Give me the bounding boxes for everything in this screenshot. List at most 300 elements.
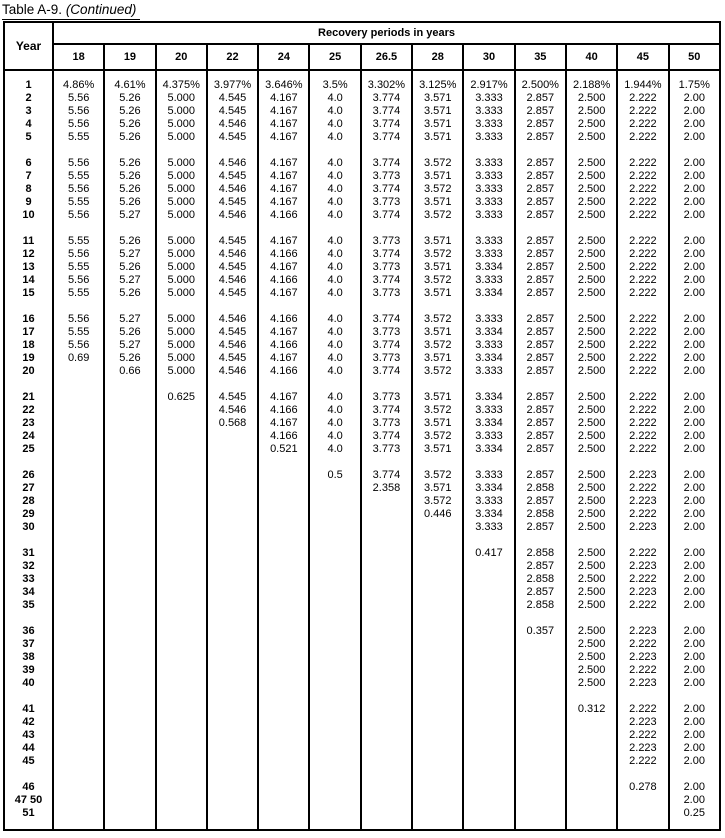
spacer-cell xyxy=(669,768,720,781)
rate-cell-28yr: 3.572 xyxy=(412,183,463,196)
rate-cell-35yr: 2.857 xyxy=(515,313,566,326)
table-row-year-43 xyxy=(4,729,720,742)
rate-cell-24yr xyxy=(258,742,309,755)
rate-cell-40yr: 2.500 xyxy=(566,92,617,105)
rate-cell-18yr xyxy=(53,404,104,417)
rate-cell-45yr: 2.222 xyxy=(617,157,668,170)
rate-cell-50yr: 2.00 xyxy=(669,560,720,573)
rate-cell-45yr: 2.222 xyxy=(617,417,668,430)
rate-cell-22yr xyxy=(207,742,258,755)
table-row-year-10 xyxy=(4,209,720,222)
rate-cell-26.5yr xyxy=(361,508,412,521)
rate-cell-28yr xyxy=(412,703,463,716)
rate-cell-22yr xyxy=(207,573,258,586)
spacer-cell xyxy=(515,300,566,313)
rate-cell-24yr: 4.167 xyxy=(258,235,309,248)
rate-cell-25yr: 4.0 xyxy=(309,92,360,105)
rate-cell-30yr: 3.334 xyxy=(463,482,514,495)
rate-cell-40yr: 2.500 xyxy=(566,508,617,521)
spacer-cell xyxy=(207,690,258,703)
spacer-cell xyxy=(53,144,104,157)
spacer-cell xyxy=(463,144,514,157)
spacer-cell xyxy=(463,456,514,469)
year-cell: 6 xyxy=(4,157,53,170)
rate-cell-30yr: 3.334 xyxy=(463,508,514,521)
rate-cell-28yr: 3.571 xyxy=(412,235,463,248)
rate-cell-24yr: 4.167 xyxy=(258,183,309,196)
rate-cell-19yr: 5.27 xyxy=(104,274,155,287)
rate-cell-19yr: 5.26 xyxy=(104,352,155,365)
spacer-cell xyxy=(156,768,207,781)
rate-cell-25yr xyxy=(309,521,360,534)
rate-cell-22yr xyxy=(207,430,258,443)
rate-cell-18yr xyxy=(53,716,104,729)
rate-cell-25yr: 4.0 xyxy=(309,118,360,131)
rate-cell-45yr: 2.222 xyxy=(617,664,668,677)
rate-cell-30yr: 3.333 xyxy=(463,118,514,131)
rate-cell-35yr: 2.857 xyxy=(515,443,566,456)
rate-cell-18yr: 5.55 xyxy=(53,261,104,274)
rate-cell-25yr xyxy=(309,742,360,755)
rate-cell-45yr: 2.222 xyxy=(617,404,668,417)
rate-cell-19yr: 5.26 xyxy=(104,287,155,300)
rate-cell-35yr: 2.857 xyxy=(515,352,566,365)
year-cell: 41 xyxy=(4,703,53,716)
rate-cell-40yr: 2.500 xyxy=(566,248,617,261)
table-row-year-25 xyxy=(4,443,720,456)
spacer-cell xyxy=(617,612,668,625)
spacer-cell xyxy=(669,222,720,235)
spacer-cell xyxy=(309,612,360,625)
spacer-cell xyxy=(53,70,104,79)
rate-cell-30yr xyxy=(463,742,514,755)
spacer-cell xyxy=(4,612,53,625)
rate-cell-45yr: 2.222 xyxy=(617,274,668,287)
spacer-cell xyxy=(515,222,566,235)
rate-cell-50yr: 2.00 xyxy=(669,326,720,339)
table-row-year-2 xyxy=(4,92,720,105)
rate-cell-20yr: 5.000 xyxy=(156,92,207,105)
rate-cell-50yr: 2.00 xyxy=(669,521,720,534)
spacer-cell xyxy=(566,534,617,547)
table-row-year-36 xyxy=(4,625,720,638)
rate-cell-35yr: 2.857 xyxy=(515,430,566,443)
rate-cell-22yr xyxy=(207,469,258,482)
rate-cell-40yr: 2.500 xyxy=(566,235,617,248)
rate-cell-18yr: 5.55 xyxy=(53,131,104,144)
rate-cell-20yr xyxy=(156,547,207,560)
spacer-cell xyxy=(515,820,566,830)
rate-cell-45yr: 2.222 xyxy=(617,248,668,261)
column-header-20: 20 xyxy=(156,44,207,70)
spacer-cell xyxy=(412,222,463,235)
rate-cell-20yr: 5.000 xyxy=(156,235,207,248)
rate-cell-35yr: 2.857 xyxy=(515,391,566,404)
rate-cell-35yr: 2.857 xyxy=(515,521,566,534)
rate-cell-25yr xyxy=(309,508,360,521)
rate-cell-19yr xyxy=(104,742,155,755)
rate-cell-20yr xyxy=(156,638,207,651)
rate-cell-22yr: 4.546 xyxy=(207,274,258,287)
rate-cell-19yr xyxy=(104,651,155,664)
rate-cell-45yr: 2.222 xyxy=(617,261,668,274)
rate-cell-35yr xyxy=(515,781,566,794)
rate-cell-18yr: 5.56 xyxy=(53,105,104,118)
spacer-cell xyxy=(515,456,566,469)
rate-cell-19yr xyxy=(104,482,155,495)
rate-cell-30yr: 3.333 xyxy=(463,404,514,417)
table-row-year-7 xyxy=(4,170,720,183)
year-cell: 14 xyxy=(4,274,53,287)
rate-cell-24yr xyxy=(258,664,309,677)
table-row-year-41 xyxy=(4,703,720,716)
year-cell: 33 xyxy=(4,573,53,586)
rate-cell-45yr: 2.222 xyxy=(617,365,668,378)
year-cell: 25 xyxy=(4,443,53,456)
year-cell: 4 xyxy=(4,118,53,131)
rate-cell-40yr: 2.500 xyxy=(566,131,617,144)
spacer-cell xyxy=(617,690,668,703)
rate-cell-18yr: 5.56 xyxy=(53,209,104,222)
spacer-cell xyxy=(207,768,258,781)
year-cell: 51 xyxy=(4,807,53,820)
rate-cell-50yr: 2.00 xyxy=(669,482,720,495)
rate-cell-25yr: 4.0 xyxy=(309,287,360,300)
spacer-cell xyxy=(104,820,155,830)
spacer-cell xyxy=(309,820,360,830)
rate-cell-50yr: 2.00 xyxy=(669,573,720,586)
group-gap-row xyxy=(4,378,720,391)
spacer-cell xyxy=(156,378,207,391)
rate-cell-25yr: 4.0 xyxy=(309,443,360,456)
rate-cell-45yr: 2.223 xyxy=(617,469,668,482)
spacer-cell xyxy=(309,456,360,469)
column-header-28: 28 xyxy=(412,44,463,70)
rate-cell-26.5yr xyxy=(361,651,412,664)
rate-cell-28yr xyxy=(412,677,463,690)
table-caption xyxy=(2,2,140,20)
top-padding-row xyxy=(4,70,720,79)
rate-cell-50yr: 2.00 xyxy=(669,131,720,144)
rate-cell-20yr xyxy=(156,716,207,729)
rate-cell-20yr xyxy=(156,599,207,612)
rate-cell-24yr: 4.167 xyxy=(258,417,309,430)
spacer-cell xyxy=(4,690,53,703)
rate-cell-24yr: 4.167 xyxy=(258,391,309,404)
rate-cell-45yr: 2.222 xyxy=(617,443,668,456)
spacer-cell xyxy=(309,144,360,157)
column-header-50: 50 xyxy=(669,44,720,70)
rate-cell-20yr: 5.000 xyxy=(156,170,207,183)
spacer-cell xyxy=(207,70,258,79)
rate-cell-22yr: 4.546 xyxy=(207,339,258,352)
rate-cell-22yr: 4.546 xyxy=(207,248,258,261)
spacer-cell xyxy=(463,534,514,547)
spacer-cell xyxy=(309,534,360,547)
spacer-cell xyxy=(156,144,207,157)
spacer-cell xyxy=(566,612,617,625)
group-gap-row xyxy=(4,612,720,625)
rate-cell-40yr: 2.500 xyxy=(566,274,617,287)
rate-cell-20yr: 5.000 xyxy=(156,261,207,274)
rate-cell-25yr: 4.0 xyxy=(309,391,360,404)
rate-cell-19yr: 5.27 xyxy=(104,339,155,352)
rate-cell-35yr xyxy=(515,729,566,742)
rate-cell-22yr: 4.545 xyxy=(207,92,258,105)
rate-cell-20yr xyxy=(156,625,207,638)
rate-cell-25yr xyxy=(309,638,360,651)
spacer-cell xyxy=(104,768,155,781)
rate-cell-30yr: 3.333 xyxy=(463,274,514,287)
table-row-year-45 xyxy=(4,755,720,768)
rate-cell-28yr: 3.571 xyxy=(412,170,463,183)
rate-cell-30yr xyxy=(463,755,514,768)
table-row-year-22 xyxy=(4,404,720,417)
rate-cell-45yr: 2.222 xyxy=(617,638,668,651)
rate-cell-19yr xyxy=(104,716,155,729)
spacer-cell xyxy=(463,820,514,830)
rate-cell-28yr: 0.446 xyxy=(412,508,463,521)
rate-cell-24yr: 4.167 xyxy=(258,92,309,105)
year-cell: 15 xyxy=(4,287,53,300)
rate-cell-24yr: 4.167 xyxy=(258,261,309,274)
rate-cell-22yr xyxy=(207,794,258,807)
rate-cell-40yr: 2.500 xyxy=(566,196,617,209)
rate-cell-25yr: 4.0 xyxy=(309,209,360,222)
rate-cell-20yr xyxy=(156,508,207,521)
rate-cell-18yr xyxy=(53,807,104,820)
rate-cell-30yr: 3.334 xyxy=(463,417,514,430)
rate-cell-35yr: 2.500% xyxy=(515,79,566,92)
rate-cell-18yr: 5.56 xyxy=(53,339,104,352)
year-cell: 5 xyxy=(4,131,53,144)
rate-cell-24yr: 4.167 xyxy=(258,105,309,118)
recovery-periods-table xyxy=(3,21,721,831)
spacer-cell xyxy=(104,300,155,313)
rate-cell-19yr xyxy=(104,807,155,820)
rate-cell-24yr: 4.167 xyxy=(258,170,309,183)
rate-cell-45yr: 2.222 xyxy=(617,183,668,196)
spacer-cell xyxy=(258,144,309,157)
rate-cell-30yr: 3.333 xyxy=(463,209,514,222)
rate-cell-40yr: 2.500 xyxy=(566,352,617,365)
rate-cell-18yr xyxy=(53,482,104,495)
rate-cell-35yr xyxy=(515,703,566,716)
rate-cell-22yr: 4.545 xyxy=(207,352,258,365)
rate-cell-50yr: 2.00 xyxy=(669,92,720,105)
table-row-year-47-50 xyxy=(4,794,720,807)
rate-cell-25yr xyxy=(309,677,360,690)
rate-cell-50yr: 2.00 xyxy=(669,742,720,755)
rate-cell-35yr: 2.858 xyxy=(515,482,566,495)
rate-cell-24yr xyxy=(258,547,309,560)
rate-cell-26.5yr xyxy=(361,521,412,534)
rate-cell-28yr xyxy=(412,794,463,807)
rate-cell-50yr: 2.00 xyxy=(669,183,720,196)
rate-cell-45yr: 2.223 xyxy=(617,586,668,599)
table-row-year-12 xyxy=(4,248,720,261)
rate-cell-19yr xyxy=(104,794,155,807)
rate-cell-18yr: 5.55 xyxy=(53,326,104,339)
rate-cell-26.5yr xyxy=(361,573,412,586)
rate-cell-24yr: 4.166 xyxy=(258,274,309,287)
rate-cell-35yr xyxy=(515,716,566,729)
rate-cell-45yr: 0.278 xyxy=(617,781,668,794)
spacer-cell xyxy=(412,534,463,547)
rate-cell-28yr xyxy=(412,664,463,677)
rate-cell-28yr: 3.125% xyxy=(412,79,463,92)
rate-cell-28yr: 3.571 xyxy=(412,417,463,430)
rate-cell-24yr xyxy=(258,599,309,612)
table-row-year-15 xyxy=(4,287,720,300)
rate-cell-50yr: 2.00 xyxy=(669,196,720,209)
year-cell: 38 xyxy=(4,651,53,664)
rate-cell-28yr xyxy=(412,560,463,573)
rate-cell-30yr xyxy=(463,794,514,807)
column-header-18: 18 xyxy=(53,44,104,70)
spacer-cell xyxy=(617,144,668,157)
spacer-cell xyxy=(566,768,617,781)
rate-cell-18yr xyxy=(53,365,104,378)
table-row-year-30 xyxy=(4,521,720,534)
rate-cell-30yr xyxy=(463,573,514,586)
spacer-cell xyxy=(309,690,360,703)
table-row-year-42 xyxy=(4,716,720,729)
rate-cell-45yr: 2.222 xyxy=(617,599,668,612)
rate-cell-30yr: 3.333 xyxy=(463,430,514,443)
rate-cell-24yr xyxy=(258,625,309,638)
spacer-cell xyxy=(53,820,104,830)
spacer-cell xyxy=(207,612,258,625)
rate-cell-19yr: 5.26 xyxy=(104,235,155,248)
rate-cell-24yr xyxy=(258,482,309,495)
rate-cell-50yr: 2.00 xyxy=(669,729,720,742)
rate-cell-26.5yr: 3.773 xyxy=(361,196,412,209)
column-header-22: 22 xyxy=(207,44,258,70)
rate-cell-40yr xyxy=(566,781,617,794)
rate-cell-45yr: 2.222 xyxy=(617,118,668,131)
rate-cell-28yr xyxy=(412,781,463,794)
spacer-cell xyxy=(53,378,104,391)
rate-cell-45yr: 2.222 xyxy=(617,729,668,742)
rate-cell-28yr: 3.571 xyxy=(412,482,463,495)
group-gap-row xyxy=(4,456,720,469)
spacer-cell xyxy=(566,690,617,703)
rate-cell-18yr xyxy=(53,677,104,690)
rate-cell-22yr xyxy=(207,807,258,820)
rate-cell-24yr: 4.166 xyxy=(258,209,309,222)
rate-cell-18yr: 5.55 xyxy=(53,170,104,183)
spacer-cell xyxy=(4,534,53,547)
rate-cell-22yr: 4.545 xyxy=(207,196,258,209)
rate-cell-40yr: 2.500 xyxy=(566,625,617,638)
rate-cell-28yr: 3.572 xyxy=(412,157,463,170)
rate-cell-26.5yr: 3.774 xyxy=(361,430,412,443)
rate-cell-24yr: 3.646% xyxy=(258,79,309,92)
rate-cell-20yr xyxy=(156,651,207,664)
table-row-year-8 xyxy=(4,183,720,196)
rate-cell-22yr: 4.546 xyxy=(207,209,258,222)
rate-cell-40yr: 2.500 xyxy=(566,586,617,599)
rate-cell-22yr: 4.546 xyxy=(207,313,258,326)
spacer-cell xyxy=(617,768,668,781)
rate-cell-28yr xyxy=(412,729,463,742)
rate-cell-28yr: 3.572 xyxy=(412,495,463,508)
spacer-cell xyxy=(566,378,617,391)
spacer-cell xyxy=(53,768,104,781)
rate-cell-20yr xyxy=(156,729,207,742)
rate-cell-19yr: 5.26 xyxy=(104,118,155,131)
rate-cell-25yr xyxy=(309,794,360,807)
spacer-cell xyxy=(669,534,720,547)
rate-cell-50yr: 2.00 xyxy=(669,391,720,404)
rate-cell-40yr: 2.500 xyxy=(566,547,617,560)
rate-cell-22yr xyxy=(207,521,258,534)
rate-cell-35yr: 2.857 xyxy=(515,261,566,274)
rate-cell-45yr xyxy=(617,807,668,820)
rate-cell-50yr: 2.00 xyxy=(669,547,720,560)
rate-cell-22yr xyxy=(207,638,258,651)
rate-cell-50yr: 1.75% xyxy=(669,79,720,92)
spacer-cell xyxy=(361,70,412,79)
year-cell: 9 xyxy=(4,196,53,209)
rate-cell-26.5yr xyxy=(361,755,412,768)
spacer-cell xyxy=(258,456,309,469)
spacer-cell xyxy=(617,378,668,391)
rate-cell-28yr: 3.571 xyxy=(412,287,463,300)
rate-cell-22yr: 4.545 xyxy=(207,287,258,300)
table-row-year-19 xyxy=(4,352,720,365)
rate-cell-40yr: 2.500 xyxy=(566,417,617,430)
rate-cell-25yr xyxy=(309,807,360,820)
rate-cell-18yr: 5.56 xyxy=(53,183,104,196)
rate-cell-26.5yr xyxy=(361,599,412,612)
rate-cell-30yr: 3.333 xyxy=(463,157,514,170)
rate-cell-24yr: 4.167 xyxy=(258,196,309,209)
rate-cell-35yr xyxy=(515,742,566,755)
rate-cell-30yr: 3.334 xyxy=(463,352,514,365)
rate-cell-19yr: 5.26 xyxy=(104,183,155,196)
rate-cell-25yr: 4.0 xyxy=(309,248,360,261)
spacer-cell xyxy=(412,456,463,469)
spacer-cell xyxy=(258,612,309,625)
rate-cell-25yr: 4.0 xyxy=(309,131,360,144)
rate-cell-50yr: 2.00 xyxy=(669,365,720,378)
rate-cell-22yr xyxy=(207,599,258,612)
rate-cell-35yr: 2.857 xyxy=(515,209,566,222)
spacer-cell xyxy=(566,456,617,469)
rate-cell-28yr: 3.572 xyxy=(412,248,463,261)
spacer-cell xyxy=(412,378,463,391)
rate-cell-18yr xyxy=(53,703,104,716)
rate-cell-40yr: 2.500 xyxy=(566,287,617,300)
rate-cell-25yr: 4.0 xyxy=(309,417,360,430)
rate-cell-28yr: 3.571 xyxy=(412,105,463,118)
rate-cell-40yr xyxy=(566,807,617,820)
rate-cell-19yr xyxy=(104,729,155,742)
table-caption-number: Table A-9. xyxy=(2,2,63,17)
rate-cell-25yr: 0.5 xyxy=(309,469,360,482)
rate-cell-28yr xyxy=(412,547,463,560)
rate-cell-28yr xyxy=(412,755,463,768)
rate-cell-28yr: 3.571 xyxy=(412,261,463,274)
rate-cell-50yr: 2.00 xyxy=(669,586,720,599)
rate-cell-45yr: 1.944% xyxy=(617,79,668,92)
rate-cell-26.5yr xyxy=(361,742,412,755)
rate-cell-26.5yr: 3.774 xyxy=(361,105,412,118)
spacer-cell xyxy=(515,768,566,781)
table-row-year-31 xyxy=(4,547,720,560)
